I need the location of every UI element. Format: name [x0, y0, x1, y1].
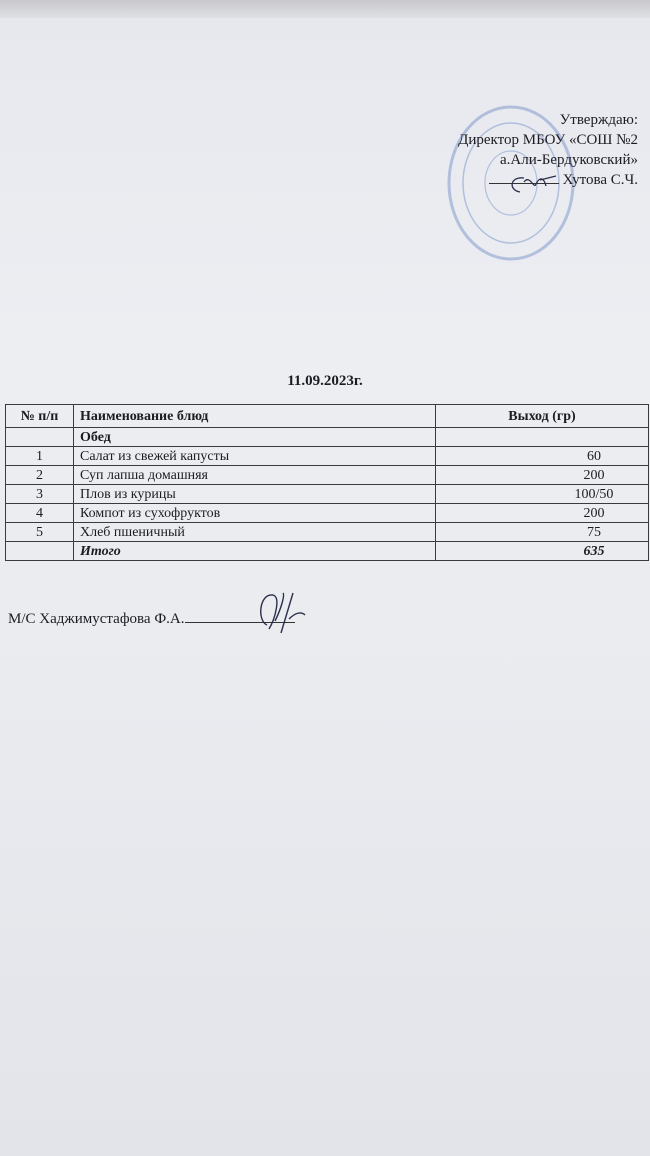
row-output: 200 — [436, 466, 649, 485]
table-row — [6, 504, 649, 523]
header-number: № п/п — [6, 405, 74, 428]
row-dish-name: Хлеб пшеничный — [74, 523, 436, 542]
nurse-signature — [245, 585, 325, 645]
row-output: 75 — [436, 523, 649, 542]
group-output — [436, 428, 649, 447]
group-row — [6, 428, 649, 447]
table-row — [6, 447, 649, 466]
row-number: 4 — [6, 504, 74, 523]
row-number: 5 — [6, 523, 74, 542]
row-output: 100/50 — [436, 485, 649, 504]
header-dish-name: Наименование блюд — [74, 405, 436, 428]
total-value: 635 — [436, 542, 649, 561]
total-number — [6, 542, 74, 561]
row-number: 2 — [6, 466, 74, 485]
total-label: Итого — [74, 542, 436, 561]
table-header-row — [6, 405, 649, 428]
table-row — [6, 523, 649, 542]
director-signature — [500, 170, 560, 200]
approval-school: а.Али-Бердуковский» — [500, 152, 638, 168]
table-row — [6, 466, 649, 485]
approval-position: Директор МБОУ «СОШ №2 — [458, 132, 638, 148]
row-number: 3 — [6, 485, 74, 504]
approval-signer: Хутова С.Ч. — [562, 172, 638, 188]
row-output: 200 — [436, 504, 649, 523]
row-dish-name: Компот из сухофруктов — [74, 504, 436, 523]
group-label: Обед — [74, 428, 436, 447]
group-number — [6, 428, 74, 447]
photo-top-edge — [0, 0, 650, 18]
approval-title: Утверждаю: — [559, 112, 638, 128]
total-row — [6, 542, 649, 561]
row-output: 60 — [436, 447, 649, 466]
menu-date: 11.09.2023г. — [287, 373, 363, 389]
header-output: Выход (гр) — [436, 405, 649, 428]
menu-table — [5, 404, 649, 561]
row-dish-name: Суп лапша домашняя — [74, 466, 436, 485]
row-dish-name: Салат из свежей капусты — [74, 447, 436, 466]
row-number: 1 — [6, 447, 74, 466]
table-row — [6, 485, 649, 504]
row-dish-name: Плов из курицы — [74, 485, 436, 504]
nurse-name: М/С Хаджимустафова Ф.А. — [8, 611, 185, 627]
